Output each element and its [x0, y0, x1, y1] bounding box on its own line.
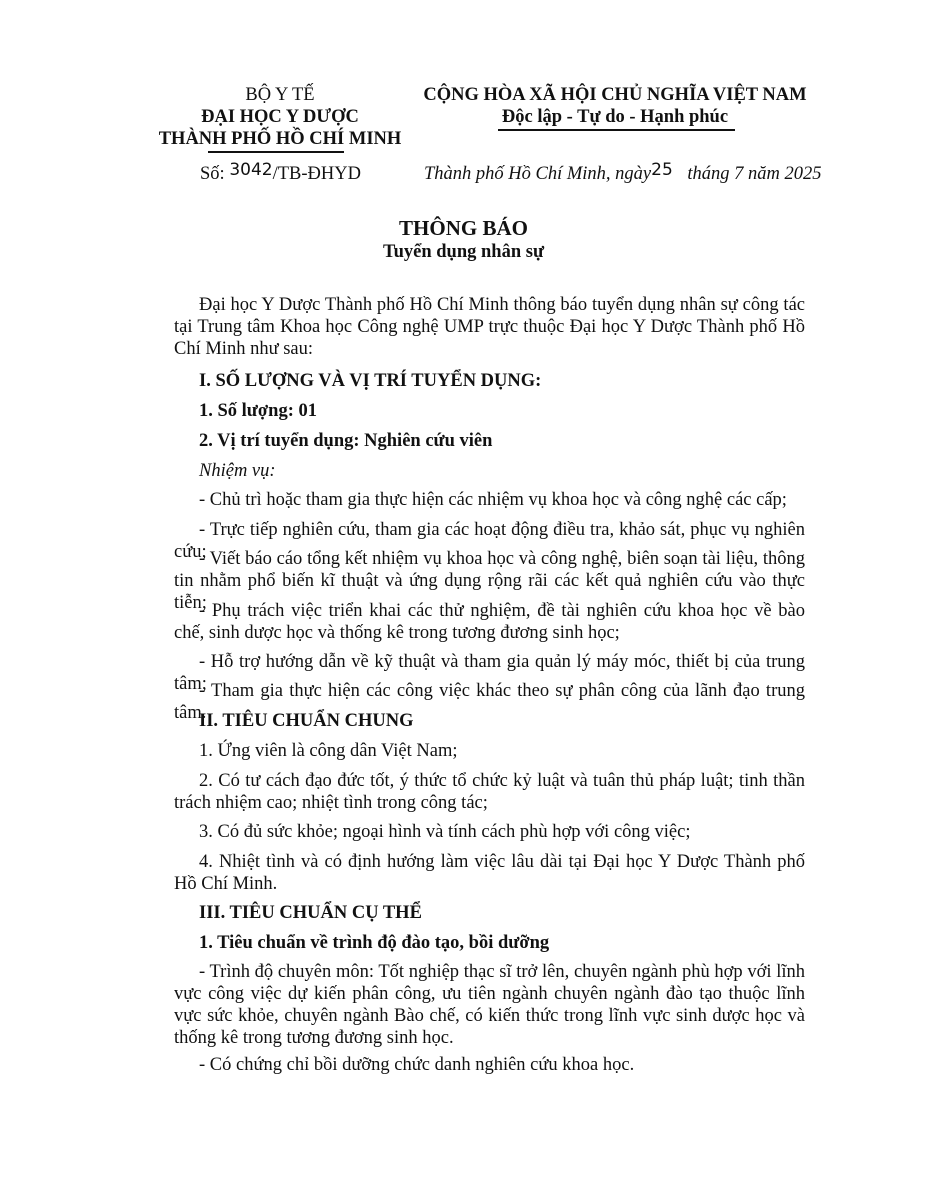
national-motto: Độc lập - Tự do - Hạnh phúc	[501, 107, 729, 127]
section1-quantity: 1. Số lượng: 01	[199, 401, 317, 421]
university-name-line1: ĐẠI HỌC Y DƯỢC	[201, 107, 359, 127]
number-prefix: Số:	[200, 164, 225, 184]
section2-heading: II. TIÊU CHUẨN CHUNG	[199, 711, 414, 731]
requirement-item: - Trình độ chuyên môn: Tốt nghiệp thạc sĩ trở lên, chuyên ngành phù hợp với lĩnh vực công việc dự kiến phân công, ưu tiên ngành chuyên ngành đào tạo thuộc lĩnh vực sức khỏe, chuyên ngành Bào chế, có kiến thức trong lĩnh vực sinh dược học và thống kê trong tương đương sinh học.	[174, 962, 805, 1048]
section1-position: 2. Vị trí tuyển dụng: Nghiên cứu viên	[199, 431, 493, 451]
number-suffix: /TB-ĐHYD	[272, 164, 361, 184]
standard-item: 1. Ứng viên là công dân Việt Nam;	[199, 741, 458, 761]
standard-item: 4. Nhiệt tình và có định hướng làm việc lâu dài tại Đại học Y Dược Thành phố Hồ Chí Minh.	[174, 852, 805, 894]
number-value: 3042	[229, 160, 273, 180]
org-underline	[208, 151, 344, 153]
duty-item: - Viết báo cáo tổng kết nhiệm vụ khoa học và công nghệ, biên soạn tài liệu, thông tin nhằm phổ biến kĩ thuật và ứng dụng rộng rãi các kết quả nghiên cứu vào thực tiễn;	[174, 549, 805, 613]
document-date	[424, 160, 822, 185]
page-title: THÔNG BÁO	[399, 216, 528, 240]
duties-label: Nhiệm vụ:	[199, 461, 276, 481]
section3-heading: III. TIÊU CHUẨN CỤ THỂ	[199, 903, 422, 923]
date-prefix: Thành phố Hồ Chí Minh, ngày	[424, 164, 652, 184]
duty-item: - Tham gia thực hiện các công việc khác theo sự phân công của lãnh đạo trung tâm.	[174, 681, 805, 723]
country-name: CỘNG HÒA XÃ HỘI CHỦ NGHĨA VIỆT NAM	[423, 85, 807, 105]
date-suffix: tháng 7 năm 2025	[687, 164, 822, 184]
section1-heading: I. SỐ LƯỢNG VÀ VỊ TRÍ TUYỂN DỤNG:	[199, 371, 542, 391]
university-name-line2: THÀNH PHỐ HỒ CHÍ MINH	[158, 129, 402, 149]
duty-item: - Trực tiếp nghiên cứu, tham gia các hoạt động điều tra, khảo sát, phục vụ nghiên cứu;	[174, 520, 805, 562]
standard-item: 2. Có tư cách đạo đức tốt, ý thức tổ chức kỷ luật và tuân thủ pháp luật; tinh thần trách nhiệm cao; nhiệt tình trong công tác;	[174, 771, 805, 813]
page-subtitle: Tuyển dụng nhân sự	[382, 242, 545, 262]
duty-item: - Phụ trách việc triển khai các thử nghiệm, đề tài nghiên cứu khoa học về bào chế, sinh dược học và thống kê trong tương đương sinh học;	[174, 601, 805, 643]
duty-item: - Hỗ trợ hướng dẫn về kỹ thuật và tham gia quản lý máy móc, thiết bị của trung tâm;	[174, 652, 805, 694]
date-day: 25	[651, 160, 673, 180]
ministry-name: BỘ Y TẾ	[245, 85, 315, 105]
document-number	[200, 160, 361, 185]
requirement-item: - Có chứng chỉ bồi dưỡng chức danh nghiên cứu khoa học.	[199, 1055, 635, 1075]
motto-underline	[498, 129, 735, 131]
standard-item: 3. Có đủ sức khỏe; ngoại hình và tính cách phù hợp với công việc;	[199, 822, 691, 842]
section3-subheading: 1. Tiêu chuẩn về trình độ đào tạo, bồi dưỡng	[199, 933, 550, 953]
duty-item: - Chủ trì hoặc tham gia thực hiện các nhiệm vụ khoa học và công nghệ các cấp;	[199, 490, 787, 510]
intro-paragraph: Đại học Y Dược Thành phố Hồ Chí Minh thông báo tuyển dụng nhân sự công tác tại Trung tâm Khoa học Công nghệ UMP trực thuộc Đại học Y Dược Thành phố Hồ Chí Minh như sau:	[174, 295, 805, 359]
